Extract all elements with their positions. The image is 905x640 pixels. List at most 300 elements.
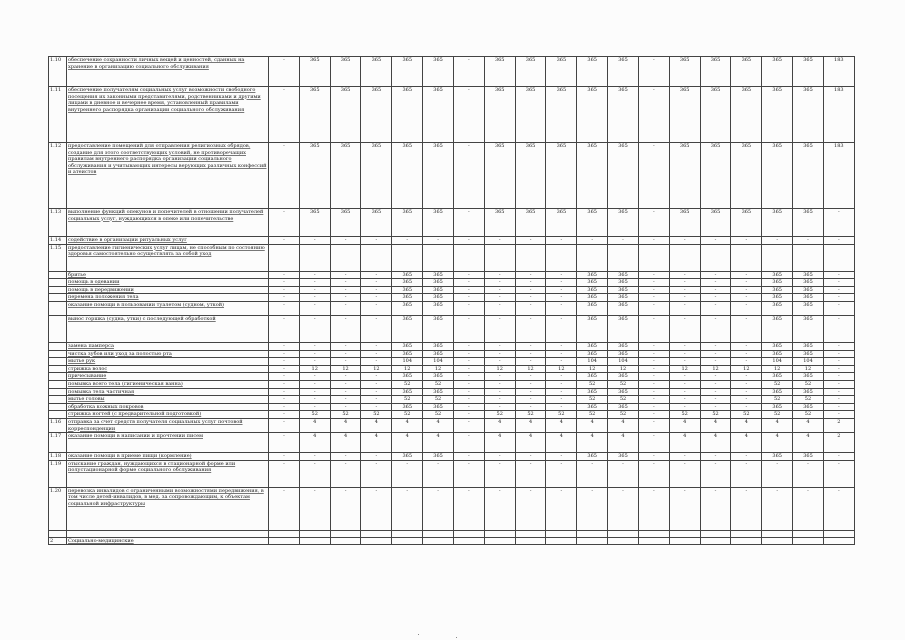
- value-cell: -: [515, 350, 546, 358]
- value-cell: -: [269, 373, 300, 381]
- value-cell: 4: [392, 433, 423, 453]
- value-cell: -: [700, 380, 731, 388]
- value-cell: -: [823, 315, 854, 342]
- value-cell: 365: [608, 342, 639, 350]
- value-cell: -: [823, 388, 854, 396]
- value-cell: -: [515, 286, 546, 294]
- value-cell: [823, 537, 854, 545]
- value-cell: 4: [577, 418, 608, 432]
- value-cell: 104: [423, 358, 454, 366]
- value-cell: -: [546, 403, 577, 411]
- value-cell: 365: [515, 143, 546, 209]
- value-cell: 365: [423, 87, 454, 143]
- value-cell: -: [546, 294, 577, 302]
- row-number-cell: [49, 342, 67, 350]
- value-cell: [608, 244, 639, 271]
- value-cell: [269, 530, 300, 537]
- value-cell: -: [361, 358, 392, 366]
- row-number-cell: [49, 358, 67, 366]
- value-cell: -: [453, 315, 484, 342]
- value-cell: -: [731, 286, 762, 294]
- value-cell: -: [731, 237, 762, 245]
- value-cell: -: [638, 460, 669, 487]
- value-cell: 365: [793, 57, 824, 87]
- value-cell: 365: [546, 143, 577, 209]
- row-number-cell: [49, 380, 67, 388]
- value-cell: -: [361, 286, 392, 294]
- value-cell: 4: [546, 433, 577, 453]
- value-cell: -: [638, 294, 669, 302]
- value-cell: -: [731, 380, 762, 388]
- value-cell: 183: [823, 143, 854, 209]
- value-cell: -: [823, 396, 854, 404]
- value-cell: [453, 244, 484, 271]
- value-cell: [762, 537, 793, 545]
- value-cell: -: [453, 358, 484, 366]
- table-row: [49, 433, 855, 453]
- value-cell: 365: [423, 286, 454, 294]
- value-cell: -: [392, 237, 423, 245]
- value-cell: [762, 530, 793, 537]
- value-cell: 104: [762, 358, 793, 366]
- value-cell: 4: [330, 433, 361, 453]
- value-cell: [453, 530, 484, 537]
- value-cell: -: [700, 237, 731, 245]
- value-cell: 52: [330, 411, 361, 419]
- value-cell: 365: [392, 294, 423, 302]
- value-cell: 365: [361, 209, 392, 237]
- service-name-cell: вынос горшка (судна, утки) с последующей обработкой: [67, 315, 269, 342]
- value-cell: -: [577, 487, 608, 530]
- row-number-cell: 1.11: [49, 87, 67, 143]
- table-row: [49, 279, 855, 287]
- value-cell: 52: [423, 396, 454, 404]
- value-cell: 365: [762, 453, 793, 461]
- value-cell: -: [299, 453, 330, 461]
- value-cell: [299, 530, 330, 537]
- value-cell: [823, 244, 854, 271]
- value-cell: 52: [793, 396, 824, 404]
- value-cell: [700, 537, 731, 545]
- value-cell: 12: [669, 365, 700, 373]
- value-cell: -: [762, 460, 793, 487]
- value-cell: -: [515, 301, 546, 315]
- value-cell: -: [638, 237, 669, 245]
- value-cell: 365: [608, 271, 639, 279]
- value-cell: -: [700, 373, 731, 381]
- value-cell: 365: [577, 294, 608, 302]
- value-cell: [392, 537, 423, 545]
- value-cell: 365: [361, 57, 392, 87]
- value-cell: -: [361, 380, 392, 388]
- service-name-cell: обработка кожных покровов: [67, 403, 269, 411]
- value-cell: 365: [793, 279, 824, 287]
- value-cell: 365: [608, 143, 639, 209]
- value-cell: -: [330, 301, 361, 315]
- value-cell: 4: [361, 418, 392, 432]
- row-number-cell: 1.19: [49, 460, 67, 487]
- value-cell: 52: [608, 396, 639, 404]
- value-cell: -: [669, 403, 700, 411]
- value-cell: 365: [392, 388, 423, 396]
- value-cell: -: [669, 294, 700, 302]
- service-name-cell: предоставление гигиенических услуг лицам, не способным по состоянию здоровья самостоятельно осуществлять за собой уход: [67, 244, 269, 271]
- value-cell: -: [299, 237, 330, 245]
- value-cell: 104: [793, 358, 824, 366]
- value-cell: [669, 537, 700, 545]
- value-cell: 365: [423, 294, 454, 302]
- value-cell: 4: [608, 433, 639, 453]
- value-cell: -: [330, 271, 361, 279]
- value-cell: -: [453, 286, 484, 294]
- value-cell: -: [299, 487, 330, 530]
- value-cell: [392, 244, 423, 271]
- value-cell: 365: [299, 57, 330, 87]
- value-cell: -: [731, 279, 762, 287]
- value-cell: -: [731, 294, 762, 302]
- value-cell: -: [577, 237, 608, 245]
- service-name-cell: оказание помощи в приеме пищи (кормление): [67, 453, 269, 461]
- table-row: [49, 294, 855, 302]
- service-name-cell: бритье: [67, 271, 269, 279]
- value-cell: 365: [423, 57, 454, 87]
- value-cell: 365: [299, 87, 330, 143]
- service-name-cell: отправка за счет средств получателя социальных услуг почтовой корреспонденции: [67, 418, 269, 432]
- value-cell: -: [669, 350, 700, 358]
- value-cell: -: [361, 403, 392, 411]
- table-row: [49, 358, 855, 366]
- value-cell: 365: [762, 403, 793, 411]
- value-cell: [608, 537, 639, 545]
- value-cell: 2: [823, 433, 854, 453]
- service-name-cell: причесывание: [67, 373, 269, 381]
- value-cell: -: [484, 286, 515, 294]
- value-cell: -: [515, 237, 546, 245]
- value-cell: 365: [484, 143, 515, 209]
- value-cell: -: [700, 294, 731, 302]
- value-cell: -: [299, 315, 330, 342]
- scan-speck: [418, 634, 419, 635]
- value-cell: -: [638, 403, 669, 411]
- value-cell: -: [269, 279, 300, 287]
- value-cell: -: [823, 487, 854, 530]
- value-cell: [700, 244, 731, 271]
- row-number-cell: [49, 315, 67, 342]
- value-cell: -: [546, 487, 577, 530]
- value-cell: -: [269, 315, 300, 342]
- value-cell: [361, 244, 392, 271]
- service-name-cell: замена памперса: [67, 342, 269, 350]
- value-cell: -: [700, 350, 731, 358]
- value-cell: 365: [392, 342, 423, 350]
- value-cell: 365: [423, 271, 454, 279]
- value-cell: -: [269, 460, 300, 487]
- service-name-cell: помощь в одевании: [67, 279, 269, 287]
- value-cell: 4: [515, 433, 546, 453]
- value-cell: 365: [577, 350, 608, 358]
- table-row: [49, 87, 855, 143]
- value-cell: -: [823, 460, 854, 487]
- value-cell: -: [330, 237, 361, 245]
- value-cell: -: [731, 350, 762, 358]
- value-cell: 365: [793, 294, 824, 302]
- value-cell: 52: [515, 411, 546, 419]
- value-cell: -: [823, 373, 854, 381]
- value-cell: 365: [392, 143, 423, 209]
- value-cell: 365: [793, 286, 824, 294]
- value-cell: 12: [330, 365, 361, 373]
- value-cell: 365: [423, 350, 454, 358]
- value-cell: 365: [762, 57, 793, 87]
- value-cell: 365: [762, 301, 793, 315]
- value-cell: -: [515, 358, 546, 366]
- value-cell: -: [823, 350, 854, 358]
- table-row: [49, 418, 855, 432]
- value-cell: [423, 244, 454, 271]
- value-cell: 183: [823, 87, 854, 143]
- value-cell: -: [638, 279, 669, 287]
- value-cell: -: [484, 271, 515, 279]
- value-cell: -: [453, 380, 484, 388]
- value-cell: 365: [731, 143, 762, 209]
- value-cell: -: [731, 396, 762, 404]
- value-cell: 365: [515, 87, 546, 143]
- row-number-cell: [49, 411, 67, 419]
- value-cell: 4: [299, 418, 330, 432]
- value-cell: -: [546, 237, 577, 245]
- value-cell: -: [700, 396, 731, 404]
- value-cell: 365: [762, 294, 793, 302]
- value-cell: [299, 244, 330, 271]
- value-cell: -: [546, 373, 577, 381]
- value-cell: -: [453, 143, 484, 209]
- value-cell: -: [453, 487, 484, 530]
- value-cell: -: [299, 294, 330, 302]
- value-cell: 183: [823, 57, 854, 87]
- service-name-cell: Социально-медицинские: [67, 537, 269, 545]
- service-name-cell: обеспечение сохранности личных вещей и ценностей, сданных на хранение в организацию социального обслуживания: [67, 57, 269, 87]
- value-cell: -: [330, 286, 361, 294]
- value-cell: -: [330, 396, 361, 404]
- value-cell: -: [669, 358, 700, 366]
- value-cell: -: [546, 279, 577, 287]
- table-row: [49, 460, 855, 487]
- value-cell: -: [299, 388, 330, 396]
- value-cell: -: [453, 271, 484, 279]
- value-cell: -: [515, 388, 546, 396]
- table-row: [49, 396, 855, 404]
- value-cell: -: [269, 271, 300, 279]
- value-cell: 4: [423, 433, 454, 453]
- service-name-cell: перевозка инвалидов с ограниченными возможностями передвижения, в том числе детей-инвалидов, в мед. за сопровождающим, к объектам социальной инфраструктуры: [67, 487, 269, 530]
- value-cell: 365: [762, 388, 793, 396]
- value-cell: 4: [608, 418, 639, 432]
- value-cell: -: [299, 350, 330, 358]
- value-cell: 12: [577, 365, 608, 373]
- value-cell: -: [823, 411, 854, 419]
- value-cell: -: [361, 460, 392, 487]
- table-row: [49, 315, 855, 342]
- value-cell: [638, 244, 669, 271]
- service-name-cell: оказание помощи в пользовании туалетом (судном, уткой): [67, 301, 269, 315]
- value-cell: -: [700, 388, 731, 396]
- value-cell: 4: [793, 433, 824, 453]
- value-cell: -: [731, 453, 762, 461]
- value-cell: -: [515, 373, 546, 381]
- value-cell: -: [299, 358, 330, 366]
- value-cell: -: [515, 396, 546, 404]
- value-cell: 365: [731, 209, 762, 237]
- value-cell: 52: [762, 411, 793, 419]
- value-cell: -: [669, 237, 700, 245]
- value-cell: -: [269, 403, 300, 411]
- value-cell: 365: [608, 209, 639, 237]
- value-cell: -: [453, 433, 484, 453]
- value-cell: 365: [361, 87, 392, 143]
- value-cell: -: [269, 301, 300, 315]
- value-cell: [638, 530, 669, 537]
- value-cell: -: [453, 403, 484, 411]
- value-cell: 365: [700, 209, 731, 237]
- service-name-cell: выполнение функций опекунов и попечителей в отношении получателей социальных услуг, нуждающихся в опеке или попечительстве: [67, 209, 269, 237]
- value-cell: 365: [423, 342, 454, 350]
- value-cell: -: [361, 271, 392, 279]
- value-cell: -: [762, 487, 793, 530]
- service-name-cell: чистка зубов или уход за полостью рта: [67, 350, 269, 358]
- value-cell: -: [608, 487, 639, 530]
- value-cell: -: [823, 237, 854, 245]
- value-cell: 12: [484, 365, 515, 373]
- value-cell: -: [361, 294, 392, 302]
- value-cell: 365: [484, 87, 515, 143]
- table-row: [49, 244, 855, 271]
- value-cell: -: [484, 388, 515, 396]
- table-row: [49, 301, 855, 315]
- value-cell: [484, 244, 515, 271]
- value-cell: -: [823, 301, 854, 315]
- value-cell: -: [330, 388, 361, 396]
- value-cell: 365: [577, 342, 608, 350]
- value-cell: [546, 537, 577, 545]
- value-cell: -: [269, 143, 300, 209]
- value-cell: -: [638, 286, 669, 294]
- value-cell: 12: [299, 365, 330, 373]
- value-cell: -: [823, 380, 854, 388]
- value-cell: -: [638, 301, 669, 315]
- value-cell: 365: [608, 403, 639, 411]
- value-cell: 4: [515, 418, 546, 432]
- value-cell: 365: [392, 87, 423, 143]
- value-cell: 365: [392, 209, 423, 237]
- table-row: [49, 453, 855, 461]
- value-cell: -: [793, 460, 824, 487]
- value-cell: -: [269, 350, 300, 358]
- value-cell: -: [700, 403, 731, 411]
- value-cell: 365: [577, 388, 608, 396]
- value-cell: 52: [423, 380, 454, 388]
- value-cell: -: [700, 358, 731, 366]
- value-cell: -: [453, 57, 484, 87]
- value-cell: [330, 537, 361, 545]
- value-cell: [392, 530, 423, 537]
- value-cell: -: [361, 301, 392, 315]
- value-cell: 365: [546, 209, 577, 237]
- value-cell: -: [484, 315, 515, 342]
- value-cell: 52: [577, 380, 608, 388]
- value-cell: -: [762, 237, 793, 245]
- value-cell: 365: [423, 209, 454, 237]
- value-cell: -: [638, 271, 669, 279]
- value-cell: [484, 537, 515, 545]
- value-cell: [793, 530, 824, 537]
- table-row: [49, 388, 855, 396]
- value-cell: -: [453, 294, 484, 302]
- value-cell: -: [823, 365, 854, 373]
- value-cell: 4: [793, 418, 824, 432]
- value-cell: -: [823, 286, 854, 294]
- row-number-cell: 1.14: [49, 237, 67, 245]
- value-cell: 365: [515, 209, 546, 237]
- value-cell: 365: [608, 453, 639, 461]
- value-cell: -: [299, 279, 330, 287]
- value-cell: -: [299, 301, 330, 315]
- value-cell: -: [515, 403, 546, 411]
- service-name-cell: содействие в организации ритуальных услуг: [67, 237, 269, 245]
- table-row: [49, 286, 855, 294]
- row-number-cell: [49, 396, 67, 404]
- value-cell: 52: [762, 396, 793, 404]
- value-cell: -: [731, 315, 762, 342]
- table-row: [49, 487, 855, 530]
- value-cell: [330, 530, 361, 537]
- value-cell: -: [731, 301, 762, 315]
- row-number-cell: [49, 373, 67, 381]
- value-cell: -: [484, 294, 515, 302]
- row-number-cell: 1.20: [49, 487, 67, 530]
- value-cell: 52: [608, 411, 639, 419]
- value-cell: [731, 530, 762, 537]
- row-number-cell: 1.15: [49, 244, 67, 271]
- value-cell: 365: [762, 350, 793, 358]
- value-cell: 52: [361, 411, 392, 419]
- value-cell: [269, 244, 300, 271]
- value-cell: -: [700, 279, 731, 287]
- service-name-cell: стрижка ногтей (с предварительной подготовкой): [67, 411, 269, 419]
- value-cell: 12: [608, 365, 639, 373]
- value-cell: 52: [546, 411, 577, 419]
- value-cell: 4: [546, 418, 577, 432]
- value-cell: 365: [423, 403, 454, 411]
- row-number-cell: 1.17: [49, 433, 67, 453]
- value-cell: -: [608, 237, 639, 245]
- value-cell: -: [392, 460, 423, 487]
- value-cell: -: [823, 453, 854, 461]
- value-cell: -: [453, 418, 484, 432]
- value-cell: -: [700, 453, 731, 461]
- table-row: [49, 537, 855, 545]
- value-cell: 365: [546, 87, 577, 143]
- value-cell: -: [638, 373, 669, 381]
- value-cell: -: [484, 301, 515, 315]
- value-cell: -: [638, 487, 669, 530]
- value-cell: -: [269, 418, 300, 432]
- value-cell: -: [269, 487, 300, 530]
- value-cell: [700, 530, 731, 537]
- scan-speck: [456, 637, 457, 638]
- value-cell: 104: [392, 358, 423, 366]
- value-cell: 52: [392, 380, 423, 388]
- value-cell: 365: [762, 271, 793, 279]
